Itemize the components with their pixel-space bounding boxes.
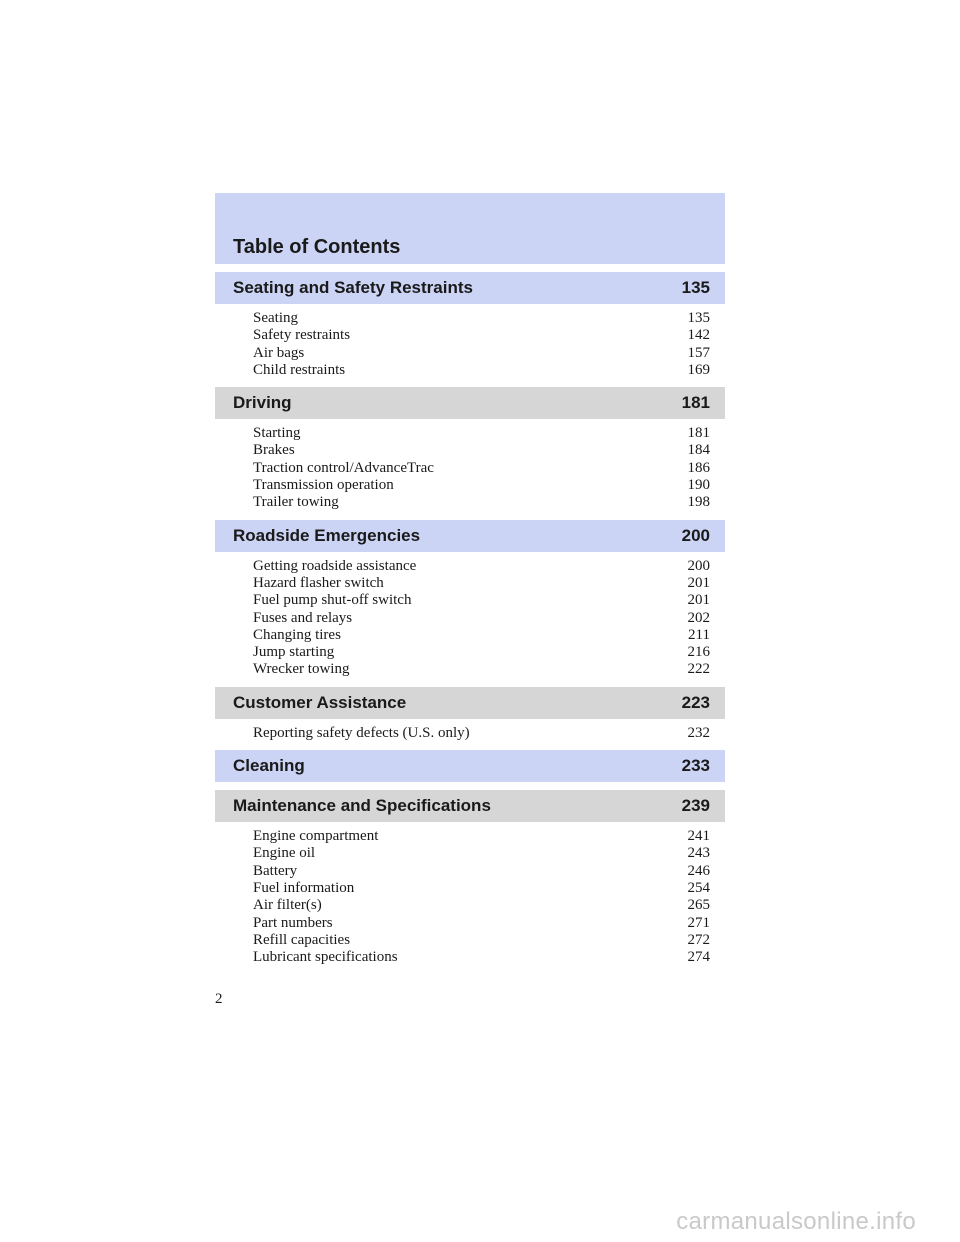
- toc-entry[interactable]: [253, 558, 710, 575]
- toc-entry[interactable]: [253, 442, 710, 459]
- section-page-number: 233: [681, 756, 710, 776]
- toc-section: [215, 750, 725, 782]
- entry-page-number: 246: [687, 862, 710, 879]
- entry-label: Changing tires: [253, 626, 341, 643]
- entry-label: Reporting safety defects (U.S. only): [253, 724, 470, 741]
- toc-entry[interactable]: [253, 592, 710, 609]
- section-page-number: 135: [681, 278, 710, 297]
- entry-page-number: 157: [687, 344, 710, 361]
- toc-entry[interactable]: [253, 932, 710, 949]
- entry-page-number: 135: [687, 310, 710, 326]
- entry-list: [215, 822, 725, 966]
- toc-entry[interactable]: [253, 460, 710, 477]
- entry-label: Safety restraints: [253, 327, 351, 344]
- entry-label: Starting: [253, 425, 301, 442]
- entry-label: Engine compartment: [253, 828, 379, 845]
- entry-page-number: 265: [687, 897, 710, 914]
- entry-label: Fuses and relays: [253, 609, 353, 626]
- entry-label: Hazard flasher switch: [253, 574, 384, 591]
- entry-page-number: 232: [687, 724, 710, 741]
- toc-entry[interactable]: [253, 644, 710, 661]
- toc-entry[interactable]: [253, 880, 710, 897]
- toc-section: [215, 520, 725, 679]
- section-header[interactable]: [215, 387, 725, 419]
- toc-entry[interactable]: [253, 915, 710, 932]
- entry-page-number: 241: [687, 828, 710, 845]
- title-banner: [215, 193, 725, 264]
- toc-entry[interactable]: [253, 845, 710, 862]
- toc-entry[interactable]: [253, 725, 710, 742]
- entry-page-number: 243: [687, 845, 710, 862]
- entry-page-number: 190: [687, 477, 710, 494]
- section-title: Maintenance and Specifications: [233, 796, 491, 816]
- toc-entry[interactable]: [253, 949, 710, 966]
- entry-page-number: 186: [687, 459, 710, 476]
- entry-page-number: 202: [687, 609, 710, 626]
- section-header[interactable]: [215, 520, 725, 552]
- toc-entry[interactable]: [253, 494, 710, 511]
- section-title: Driving: [233, 393, 292, 413]
- section-header[interactable]: [215, 272, 725, 304]
- entry-label: Seating: [253, 310, 298, 326]
- toc-entry[interactable]: [253, 828, 710, 845]
- entry-label: Trailer towing: [253, 494, 339, 511]
- section-page-number: 239: [681, 796, 710, 816]
- section-page-number: 181: [681, 393, 710, 413]
- entry-list: [215, 419, 725, 511]
- entry-page-number: 169: [687, 361, 710, 378]
- entry-label: Transmission operation: [253, 477, 394, 494]
- entry-label: Brakes: [253, 442, 295, 459]
- entry-label: Refill capacities: [253, 931, 351, 948]
- entry-page-number: 272: [687, 931, 710, 948]
- toc-entry[interactable]: [253, 477, 710, 494]
- entry-page-number: 198: [687, 494, 710, 511]
- entry-label: Fuel information: [253, 879, 355, 896]
- toc-entry[interactable]: [253, 661, 710, 678]
- entry-label: Battery: [253, 862, 298, 879]
- toc-entry[interactable]: [253, 610, 710, 627]
- section-header[interactable]: [215, 790, 725, 822]
- section-header[interactable]: [215, 750, 725, 782]
- entry-page-number: 142: [687, 327, 710, 344]
- entry-label: Fuel pump shut-off switch: [253, 592, 412, 609]
- toc-section: [215, 687, 725, 742]
- entry-label: Traction control/AdvanceTrac: [253, 459, 434, 476]
- entry-label: Child restraints: [253, 361, 346, 378]
- entry-label: Wrecker towing: [253, 661, 350, 678]
- table-of-contents: [215, 193, 725, 966]
- watermark-text: carmanualsonline.info: [676, 1208, 916, 1235]
- entry-label: Part numbers: [253, 914, 333, 931]
- entry-page-number: 211: [688, 626, 710, 643]
- toc-section: [215, 387, 725, 511]
- entry-page-number: 201: [687, 574, 710, 591]
- toc-entry[interactable]: [253, 425, 710, 442]
- section-title: Seating and Safety Restraints: [233, 278, 473, 297]
- toc-entry[interactable]: [253, 345, 710, 362]
- section-title: Customer Assistance: [233, 692, 407, 712]
- toc-entry[interactable]: [253, 310, 710, 327]
- entry-page-number: 271: [687, 914, 710, 931]
- entry-page-number: 274: [687, 949, 710, 966]
- page-title: Table of Contents: [233, 236, 401, 258]
- entry-page-number: 222: [687, 661, 710, 678]
- toc-section: [215, 790, 725, 966]
- entry-page-number: 254: [687, 879, 710, 896]
- entry-label: Jump starting: [253, 644, 335, 661]
- toc-entry[interactable]: [253, 627, 710, 644]
- entry-page-number: 200: [687, 557, 710, 574]
- toc-entry[interactable]: [253, 863, 710, 880]
- section-title: Cleaning: [233, 756, 305, 776]
- entry-label: Getting roadside assistance: [253, 557, 417, 574]
- entry-list: [215, 304, 725, 379]
- entry-label: Air bags: [253, 344, 305, 361]
- section-page-number: 223: [681, 692, 710, 712]
- entry-list: [215, 552, 725, 679]
- entry-label: Engine oil: [253, 845, 316, 862]
- section-title: Roadside Emergencies: [233, 525, 421, 545]
- watermark: [0, 1206, 960, 1242]
- entry-page-number: 201: [687, 592, 710, 609]
- page-number: 2: [215, 991, 223, 1007]
- entry-page-number: 181: [687, 425, 710, 442]
- entry-page-number: 184: [687, 442, 710, 459]
- toc-entry[interactable]: [253, 897, 710, 914]
- toc-entry[interactable]: [253, 362, 710, 379]
- entry-label: Lubricant specifications: [253, 949, 398, 966]
- toc-entry[interactable]: [253, 327, 710, 344]
- section-page-number: 200: [681, 525, 710, 545]
- entry-label: Air filter(s): [253, 897, 322, 914]
- section-header[interactable]: [215, 687, 725, 719]
- toc-section: [215, 272, 725, 379]
- entry-page-number: 216: [687, 644, 710, 661]
- entry-list: [215, 719, 725, 742]
- section-list: [215, 272, 725, 966]
- toc-entry[interactable]: [253, 575, 710, 592]
